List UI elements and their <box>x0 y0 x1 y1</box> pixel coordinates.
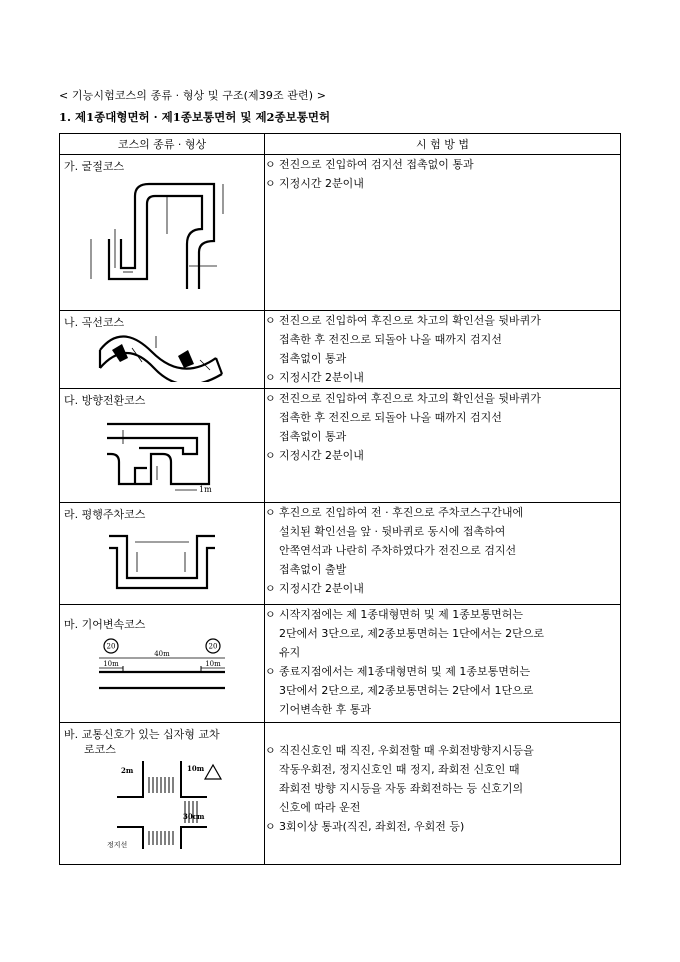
bullet-icon: ㅇ <box>265 177 276 190</box>
method-cell <box>265 311 621 389</box>
bullet-icon: ㅇ <box>265 665 276 678</box>
intersection-course-figure <box>97 757 227 853</box>
cross-10m-label: 10m <box>187 764 205 773</box>
method-item: ㅇ 전진으로 진입하여 검지선 접촉없이 통과 <box>265 155 620 174</box>
speed-label-left: 20 <box>106 642 116 651</box>
curve-course-figure <box>92 330 232 382</box>
bullet-icon: ㅇ <box>265 582 276 595</box>
header-test-method: 시 험 방 법 <box>265 134 621 155</box>
course-name: 가. 굴절코스 <box>64 160 125 173</box>
bullet-icon: ㅇ <box>265 608 276 621</box>
table-row <box>60 155 621 311</box>
method-item: ㅇ 지정시간 2분이내 <box>265 174 620 193</box>
course-cell <box>60 605 265 723</box>
table-row <box>60 389 621 503</box>
course-cell <box>60 723 265 865</box>
method-cell <box>265 723 621 865</box>
method-item: ㅇ 지정시간 2분이내 <box>265 579 620 598</box>
method-item: ㅇ 후진으로 진입하여 전 · 후진으로 주차코스구간내에 설치된 확인선을 앞 · 뒷바퀴로 동시에 접촉하여 안쪽연석과 나란히 주차하였다가 전진으로 검지선 접촉없이 출발 <box>265 503 620 579</box>
table-row <box>60 503 621 605</box>
speed-label-right: 20 <box>208 642 218 651</box>
crank-course-figure <box>87 174 237 289</box>
bullet-icon: ㅇ <box>265 371 276 384</box>
course-cell <box>60 311 265 389</box>
course-table <box>59 133 621 865</box>
course-name: 마. 기어변속코스 <box>64 618 146 631</box>
table-row <box>60 723 621 865</box>
bullet-icon: ㅇ <box>265 158 276 171</box>
course-name: 바. 교통신호가 있는 십자형 교차 로코스 <box>64 728 220 756</box>
course-cell <box>60 155 265 311</box>
warning-sign-icon <box>205 765 221 779</box>
bullet-icon: ㅇ <box>265 449 276 462</box>
table-row <box>60 605 621 723</box>
method-cell <box>265 155 621 311</box>
method-item: ㅇ 전진으로 진입하여 후진으로 차고의 확인선을 뒷바퀴가 접촉한 후 전진으로 되돌아 나올 때까지 검지선 접촉없이 통과 <box>265 311 620 368</box>
bullet-icon: ㅇ <box>265 392 276 405</box>
gear-length-label: 40m <box>154 650 170 658</box>
method-cell <box>265 389 621 503</box>
method-cell <box>265 605 621 723</box>
direction-change-course-figure <box>97 408 227 494</box>
bullet-icon: ㅇ <box>265 744 276 757</box>
method-cell <box>265 503 621 605</box>
document-caption: < 기능시험코스의 종류 · 형상 및 구조(제39조 관련) > <box>59 89 327 102</box>
course-cell <box>60 503 265 605</box>
gear-end-label: 10m <box>205 660 221 668</box>
section-title: 1. 제1종대형면허 · 제1종보통면허 및 제2종보통면허 <box>59 110 331 124</box>
direction-dim-label: 1m <box>199 485 212 494</box>
bullet-icon: ㅇ <box>265 820 276 833</box>
method-item: ㅇ 전진으로 진입하여 후진으로 차고의 확인선을 뒷바퀴가 접촉한 후 전진으로 되돌아 나올 때까지 검지선 접촉없이 통과 <box>265 389 620 446</box>
method-item: ㅇ 지정시간 2분이내 <box>265 368 620 387</box>
header-course-type: 코스의 종류 · 형상 <box>60 134 265 155</box>
parallel-parking-course-figure <box>97 522 227 592</box>
course-name: 나. 곡선코스 <box>64 316 125 329</box>
cross-stopline-label: 정지선 <box>107 841 128 849</box>
method-item: ㅇ 3회이상 통과(직진, 좌회전, 우회전 등) <box>265 817 620 836</box>
method-item: ㅇ 시작지점에는 제 1종대형면허 및 제 1종보통면허는 2단에서 3단으로, 제2종보통면허는 1단에서는 2단으로 유지 <box>265 605 620 662</box>
cross-30cm-label: 30cm <box>183 812 205 821</box>
cross-2m-label: 2m <box>121 766 134 775</box>
table-header-row <box>60 134 621 155</box>
course-cell <box>60 389 265 503</box>
table-row <box>60 311 621 389</box>
bullet-icon: ㅇ <box>265 506 276 519</box>
course-name: 라. 평행주차코스 <box>64 508 146 521</box>
method-item: ㅇ 지정시간 2분이내 <box>265 446 620 465</box>
gear-start-label: 10m <box>103 660 119 668</box>
course-name: 다. 방향전환코스 <box>64 394 146 407</box>
method-item: ㅇ 직진신호인 때 직진, 우회전할 때 우회전방향지시등을 작동우회전, 정지신호인 때 정지, 좌회전 신호인 때 좌회전 방향 지시등을 자동 좌회전하는 등 신호기의 신호에 따라 운전 <box>265 741 620 817</box>
gear-shift-course-figure <box>97 636 227 696</box>
bullet-icon: ㅇ <box>265 314 276 327</box>
method-item: ㅇ 종료지점에서는 제1종대형면허 및 제 1종보통면허는 3단에서 2단으로, 제2종보통면허는 2단에서 1단으로 기어변속한 후 통과 <box>265 662 620 719</box>
